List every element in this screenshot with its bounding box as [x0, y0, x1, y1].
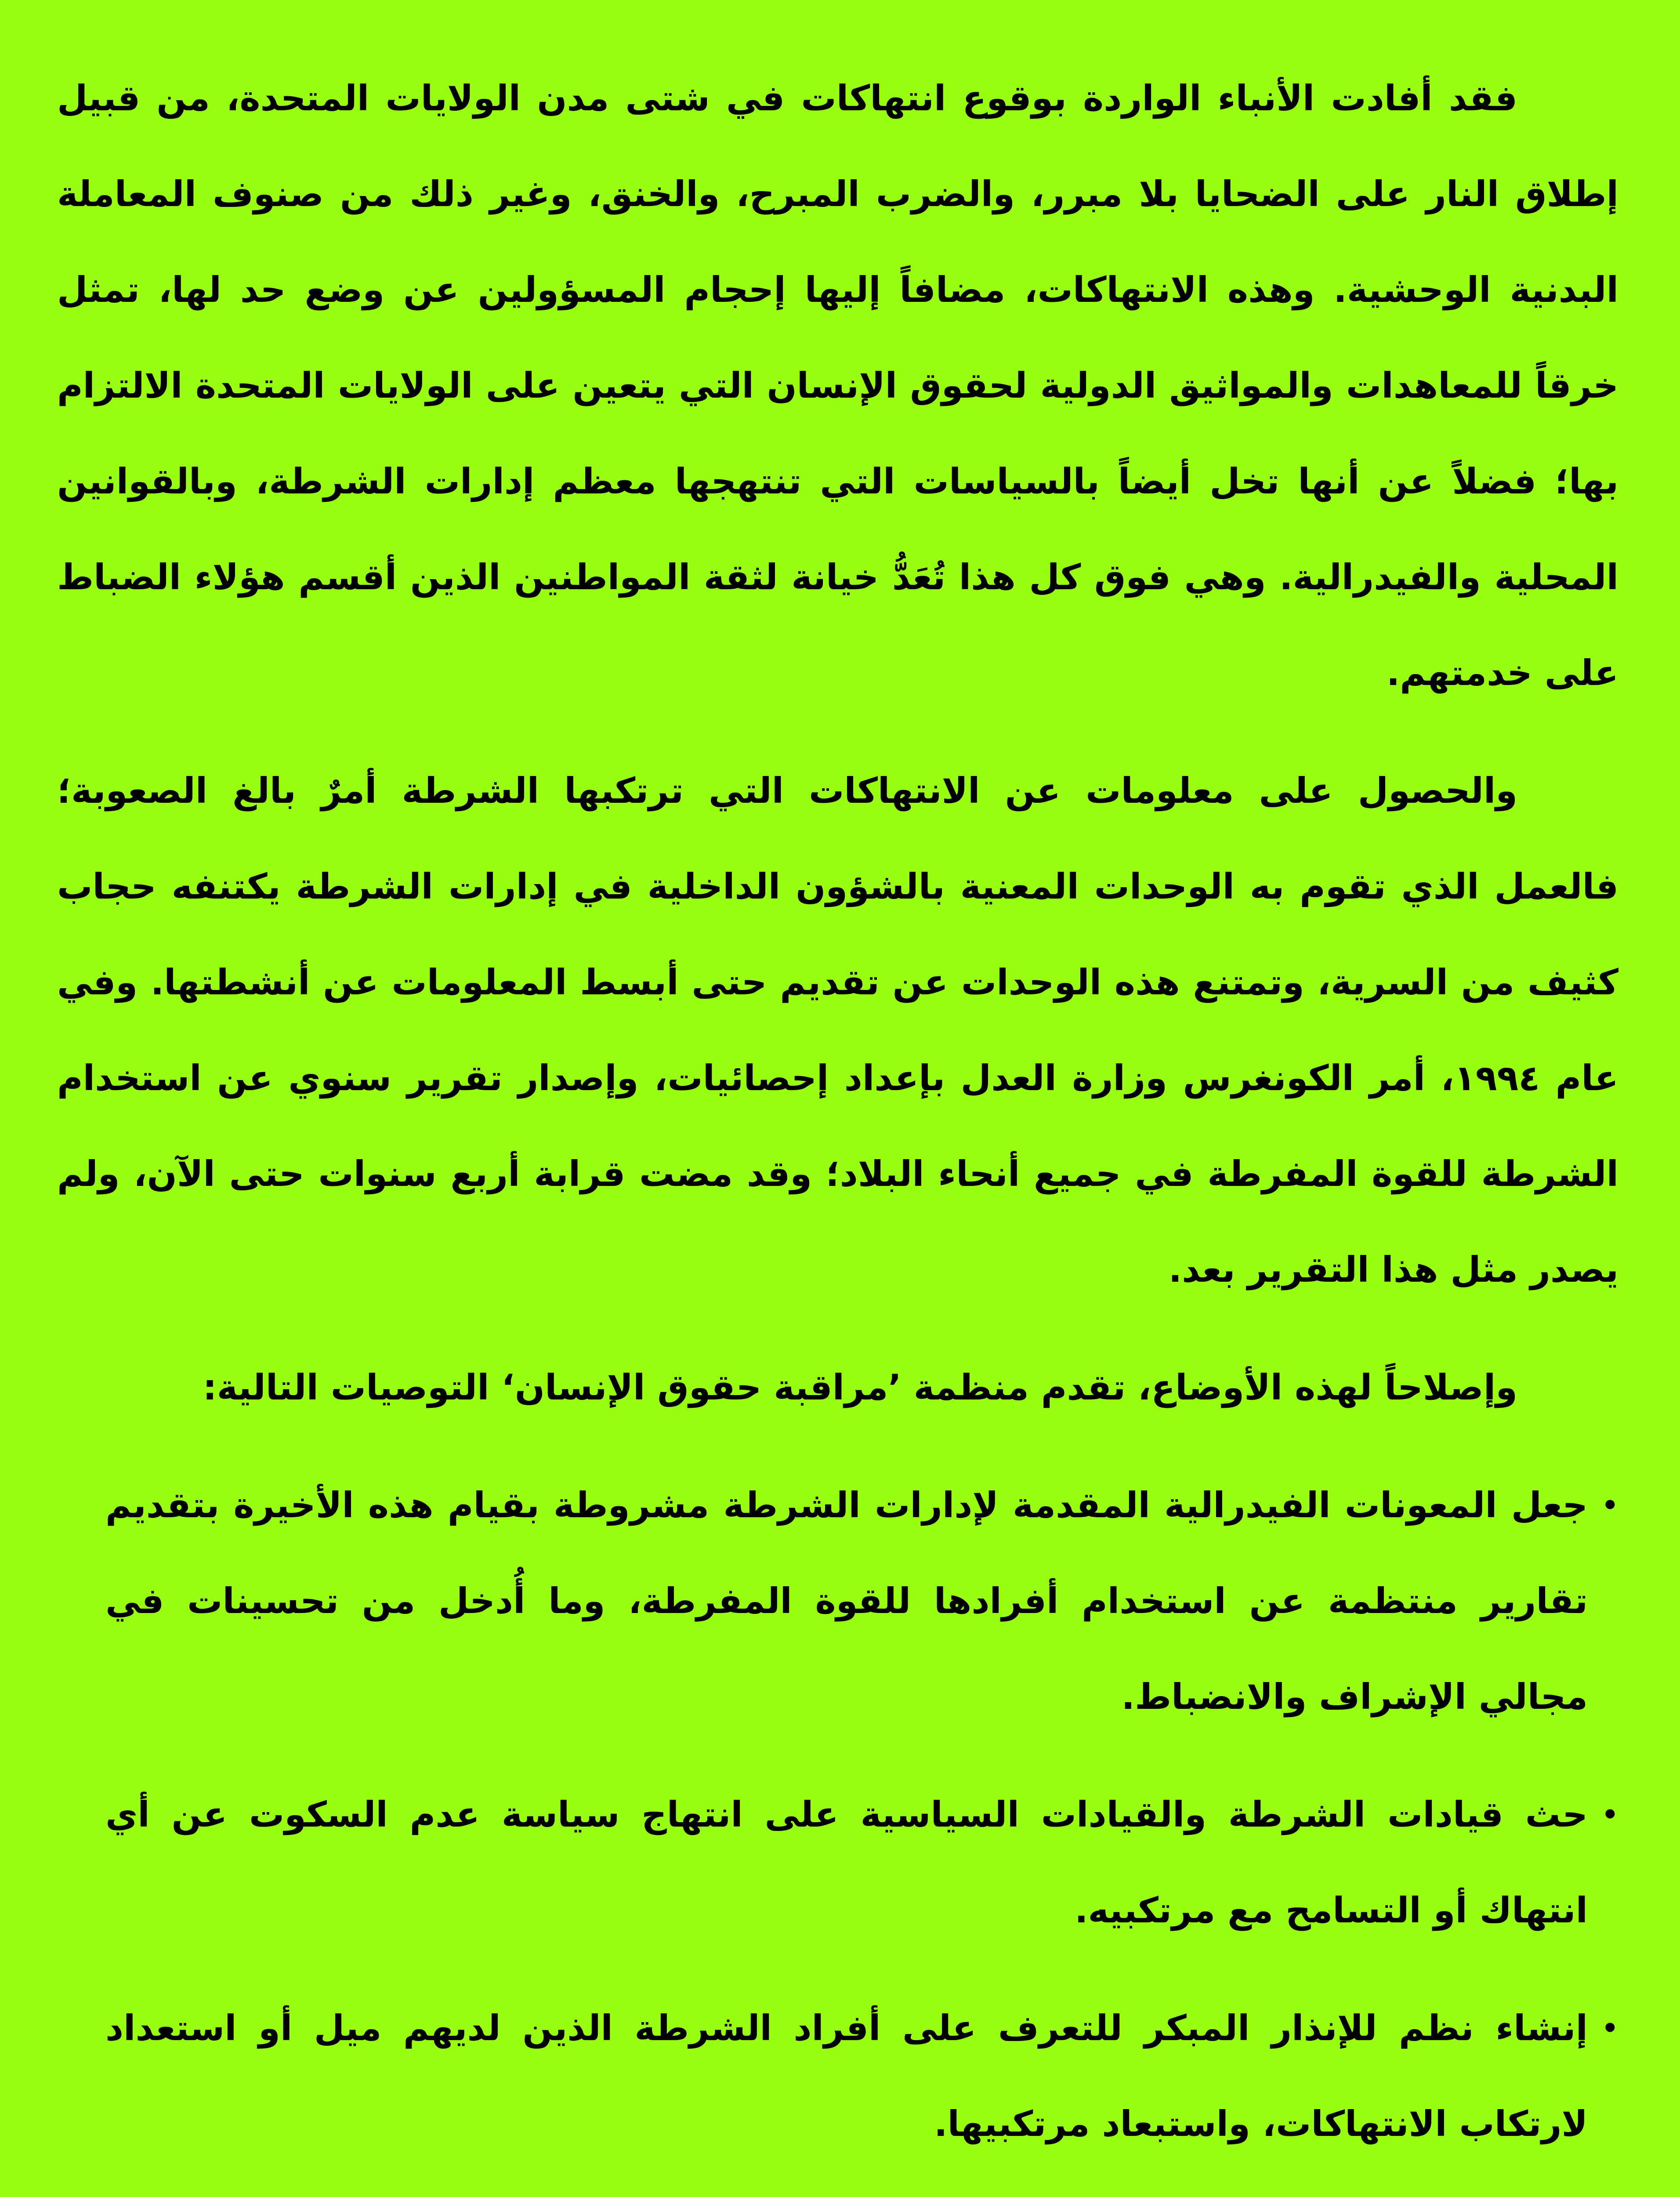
recommendation-item	[105, 1767, 1618, 1958]
paragraph-information: والحصول على معلومات عن الانتهاكات التي ترتكبها الشرطة أمرٌ بالغ الصعوبة؛ فالعمل الذي تقوم به الوحدات المعنية بالشؤون الداخلية في إدارات الشرطة يكتنفه حجاب كثيف من السرية، وتمتنع هذه الوحدات عن تقديم حتى أبسط المعلومات عن أنشطتها. وفي عام ١٩٩٤، أمر الكونغرس وزارة العدل بإعداد إحصائيات، وإصدار تقرير سنوي عن استخدام الشرطة للقوة المفرطة في جميع أنحاء البلاد؛ وقد مضت قرابة أربع سنوات حتى الآن، ولم يصدر مثل هذا التقرير بعد.	[57, 770, 1618, 1290]
recommendations-intro: وإصلاحاً لهذه الأوضاع، تقدم منظمة ’مراقبة حقوق الإنسان‘ التوصيات التالية:	[203, 1367, 1517, 1408]
recommendation-text: حث قيادات الشرطة والقيادات السياسية على انتهاج سياسة عدم السكوت عن أي انتهاك أو التسامح مع مرتكبيه.	[105, 1794, 1588, 1931]
bullet-icon: •	[1601, 1490, 1618, 1521]
recommendation-item	[105, 2194, 1618, 2197]
recommendation-text: جعل المعونات الفيدرالية المقدمة لإدارات الشرطة مشروطة بقيام هذه الأخيرة بتقديم تقارير منتظمة عن استخدام أفرادها للقوة المفرطة، وما أُدخل من تحسينات في مجالي الإشراف والانضباط.	[105, 1485, 1588, 1717]
paragraph-violations: فقد أفادت الأنباء الواردة بوقوع انتهاكات في شتى مدن الولايات المتحدة، من قبيل إطلاق النار على الضحايا بلا مبرر، والضرب المبرح، والخنق، وغير ذلك من صنوف المعاملة البدنية الوحشية. وهذه الانتهاكات، مضافاً إليها إحجام المسؤولين عن وضع حد لها، تمثل خرقاً للمعاهدات والمواثيق الدولية لحقوق الإنسان التي يتعين على الولايات المتحدة الالتزام بها؛ فضلاً عن أنها تخل أيضاً بالسياسات التي تنتهجها معظم إدارات الشرطة، وبالقوانين المحلية والفيدرالية. وهي فوق كل هذا تُعَدُّ خيانة لثقة المواطنين الذين أقسم هؤلاء الضباط على خدمتهم.	[57, 78, 1618, 693]
recommendations-list	[57, 1457, 1618, 2197]
bullet-icon: •	[1601, 1799, 1618, 1830]
recommendation-item	[105, 1457, 1618, 1745]
bullet-icon: •	[1601, 2013, 1618, 2044]
recommendation-text: إنشاء نظم للإنذار المبكر للتعرف على أفراد الشرطة الذين لديهم ميل أو استعداد لارتكاب الانتهاكات، واستبعاد مرتكبيها.	[105, 2008, 1588, 2144]
bullet-icon	[1602, 2194, 1618, 2197]
recommendation-item	[105, 1980, 1618, 2172]
